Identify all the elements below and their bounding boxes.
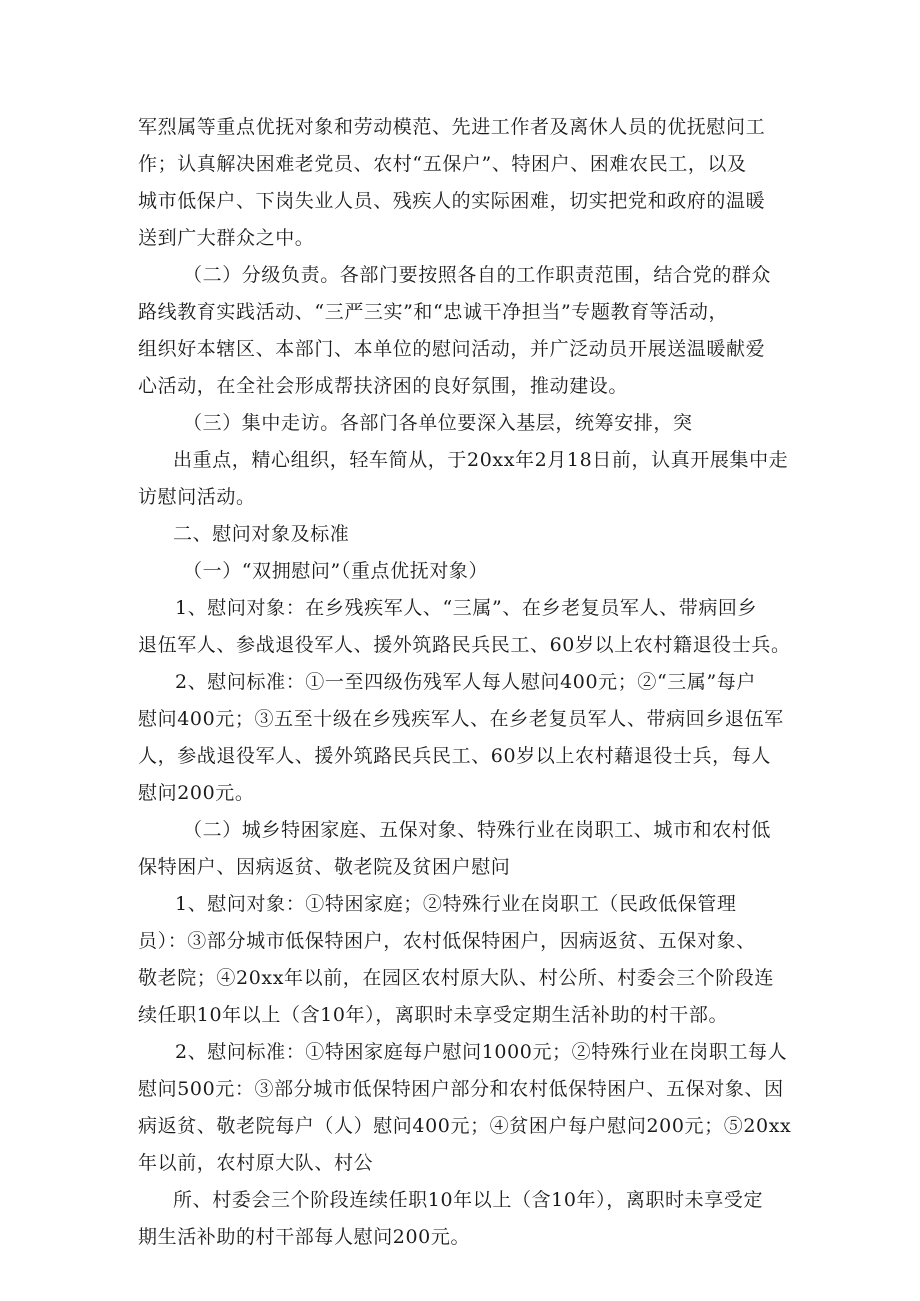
paragraph-line: 人，参战退役军人、援外筑路民兵民工、60岁以上农村藉退役士兵，每人 bbox=[138, 745, 771, 767]
section-heading: 二、慰问对象及标准 bbox=[173, 523, 350, 545]
paragraph-line: 慰问400元；③五至十级在乡残疾军人、在乡老复员军人、带病回乡退伍军 bbox=[138, 708, 784, 730]
paragraph-line: 作；认真解决困难老党员、农村“五保户”、特困户、困难农民工，以及 bbox=[138, 153, 747, 175]
paragraph-line: 病返贫、敬老院每户（人）慰问400元；④贫困户每户慰问200元；⑤20xx bbox=[138, 1115, 792, 1137]
section-heading-line: （三）集中走访。各部门各单位要深入基层，统筹安排，突 bbox=[183, 412, 693, 434]
paragraph-line: 期生活补助的村干部每人慰问200元。 bbox=[138, 1226, 471, 1248]
paragraph-line: 出重点，精心组织，轻车简从，于20xx年2月18日前，认真开展集中走 bbox=[173, 449, 789, 471]
paragraph-line: 年以前，农村原大队、村公 bbox=[138, 1152, 374, 1174]
subsection-heading: （一）“双拥慰问”（重点优抚对象） bbox=[183, 560, 489, 582]
paragraph-line: 城市低保户、下岗失业人员、残疾人的实际困难，切实把党和政府的温暖 bbox=[138, 190, 766, 212]
list-item-line: 1、慰问对象：①特困家庭；②特殊行业在岗职工（民政低保管理 bbox=[175, 893, 737, 915]
list-item-line: 2、慰问标准：①一至四级伤残军人每人慰问400元；②“三属”每户 bbox=[175, 671, 756, 693]
list-item-line: 1、慰问对象：在乡残疾军人、“三属”、在乡老复员军人、带病回乡 bbox=[175, 597, 758, 619]
paragraph-line: 所、村委会三个阶段连续任职10年以上（含10年），离职时未享受定 bbox=[173, 1189, 764, 1211]
paragraph-line: 路线教育实践活动、“三严三实”和“忠诚干净担当”专题教育等活动， bbox=[138, 301, 729, 323]
paragraph-line: 慰问500元：③部分城市低保特困户部分和农村低保特困户、五保对象、因 bbox=[138, 1078, 784, 1100]
paragraph-line: 军烈属等重点优抚对象和劳动模范、先进工作者及离休人员的优抚慰问工 bbox=[138, 116, 766, 138]
paragraph-line: 送到广大群众之中。 bbox=[138, 227, 315, 249]
paragraph-line: 访慰问活动。 bbox=[138, 486, 256, 508]
paragraph-line: 心活动，在全社会形成帮扶济困的良好氛围，推动建设。 bbox=[138, 375, 629, 397]
list-item-line: 2、慰问标准：①特困家庭每户慰问1000元；②特殊行业在岗职工每人 bbox=[175, 1041, 788, 1063]
section-heading-line: （二）分级负责。各部门要按照各自的工作职责范围，结合党的群众 bbox=[183, 264, 772, 286]
paragraph-line: 慰问200元。 bbox=[138, 782, 255, 804]
paragraph-line: 续任职10年以上（含10年），离职时未享受定期生活补助的村干部。 bbox=[138, 1004, 729, 1026]
paragraph-line: 保特困户、因病返贫、敬老院及贫困户慰问 bbox=[138, 856, 511, 878]
paragraph-line: 组织好本辖区、本部门、本单位的慰问活动，并广泛动员开展送温暖献爱 bbox=[138, 338, 766, 360]
paragraph-line: 敬老院；④20xx年以前，在园区农村原大队、村公所、村委会三个阶段连 bbox=[138, 967, 775, 989]
subsection-heading: （二）城乡特困家庭、五保对象、特殊行业在岗职工、城市和农村低 bbox=[183, 819, 772, 841]
paragraph-line: 员）：③部分城市低保特困户，农村低保特困户，因病返贫、五保对象、 bbox=[138, 930, 756, 952]
paragraph-line: 退伍军人、参战退役军人、援外筑路民兵民工、60岁以上农村籍退役士兵。 bbox=[138, 634, 791, 656]
